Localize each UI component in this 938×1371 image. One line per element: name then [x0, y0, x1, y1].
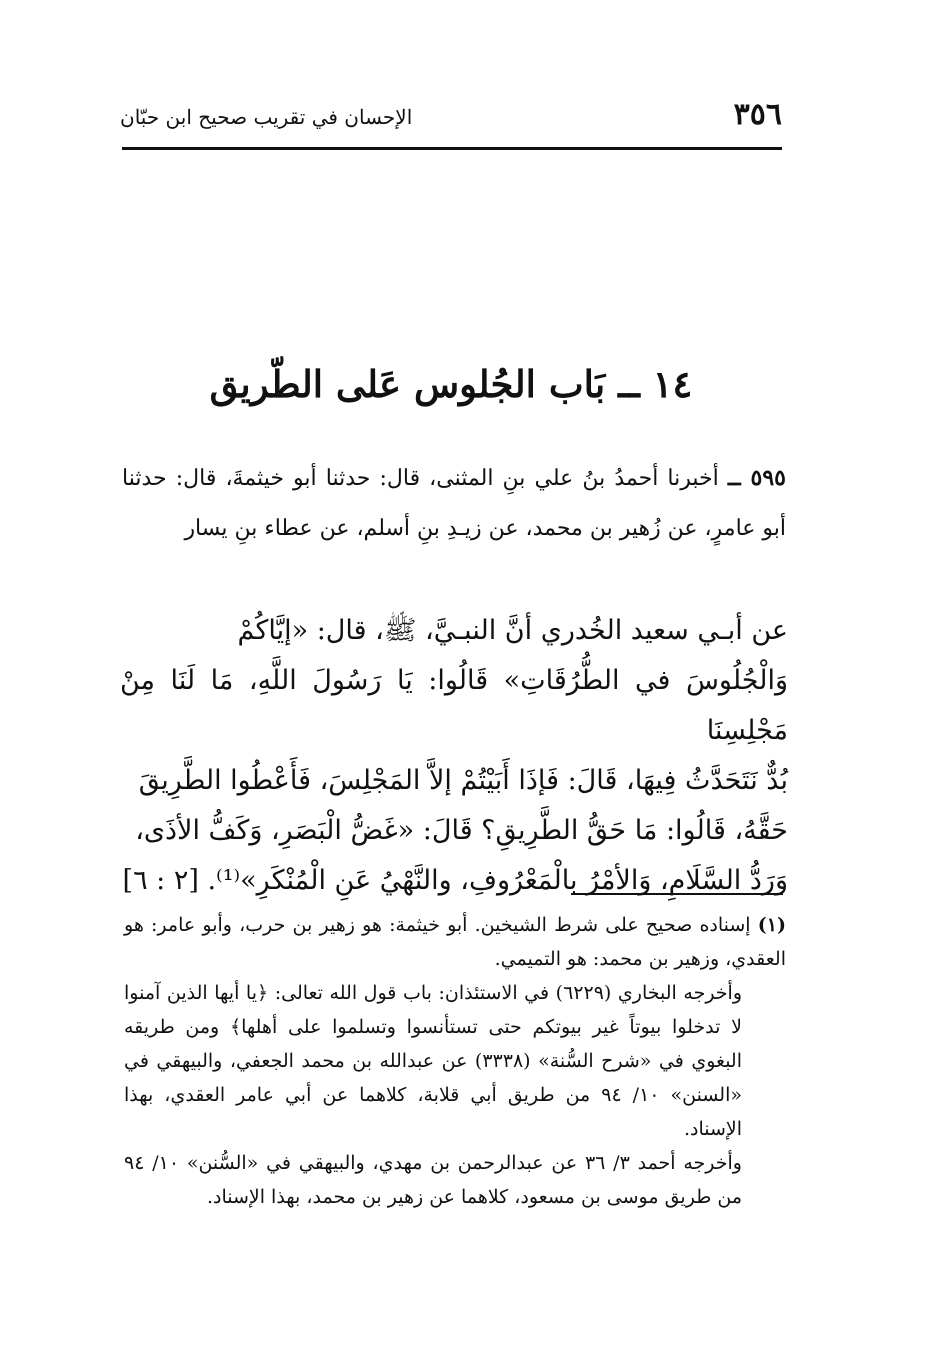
matn-line: وَرَدُّ السَّلَامِ، وَالأمْرُ بالْمَعْرُوفِ، والنَّهْيُ عَنِ الْمُنْكَرِ»⁽¹⁾. [٢ : ٦] [122, 865, 788, 896]
hadith-isnad [122, 453, 786, 554]
matn-line: وَالْجُلُوسَ في الطُّرُقَاتِ» قَالُوا: يَا رَسُولَ اللَّهِ، مَا لَنَا مِنْ مَجْلِسِنَا [120, 665, 788, 746]
footnote-ref: (١) [757, 914, 786, 936]
matn-line: بُدٌّ نَتَحَدَّثُ فِيهَا، قَالَ: فَإذَا أَبَيْتُمْ إلاَّ المَجْلِسَ، فَأَعْطُوا الطَّرِيقَ [138, 765, 788, 796]
running-title: الإحسان في تقريب صحيح ابن حبّان [120, 105, 413, 129]
matn-line: عن أبـي سعيد الخُدري أنَّ النبـيَّ، ﷺ، قال: «إيَّاكُمْ [237, 615, 788, 646]
header-rule [122, 147, 782, 150]
chapter-title: ١٤ ــ بَاب الجُلوس عَلى الطّريق [209, 362, 693, 406]
hadith-number: ٥٩٥ ــ [727, 465, 786, 491]
footnote-paragraph [124, 1146, 786, 1214]
matn-line: حَقَّهُ، قَالُوا: مَا حَقُّ الطَّرِيقِ؟ قَالَ: «غَضُّ الْبَصَرِ، وَكَفُّ الأذَى، [135, 815, 788, 846]
hadith-matn [120, 606, 788, 906]
isnad-text: أخبرنا أحمدُ بنُ علي بنِ المثنى، قال: حدثنا أبو خيثمةَ، قال: حدثنا أبو عامرٍ، عن زُهير بن محمد، عن زيـدِ بنِ أسلم، عن عطاء بنِ يسار [122, 466, 786, 541]
footnote-text: وأخرجه أحمد ٣/ ٣٦ عن عبدالرحمن بن مهدي، والبيهقي في «السُّنن» ١٠/ ٩٤ من طريق موسى بن مسعود، كلاهما عن زهير بن محمد، بهذا الإسناد. [124, 1152, 742, 1208]
footnote-separator [571, 893, 783, 895]
footnotes [124, 908, 786, 1214]
page-header [120, 95, 782, 145]
footnote-text: إسناده صحيح على شرط الشيخين. أبو خيثمة: هو زهير بن حرب، وأبو عامر: هو العقدي، وزهير بن محمد: هو التميمي. [124, 914, 786, 970]
footnote-paragraph [124, 976, 786, 1146]
page-number: ٣٥٦ [733, 97, 782, 132]
footnote-text: وأخرجه البخاري (٦٢٢٩) في الاستئذان: باب قول الله تعالى: ﴿يا أيها الذين آمنوا لا تدخلوا بيوتاً غير بيوتكم حتى تستأنسوا وتسلموا على أهلها﴾ ومن طريقه البغوي في «شرح السُّنة» (٣٣٣٨) عن عبدالله بن محمد الجعفي، والبيهقي في «السنن» ١٠/ ٩٤ من طريق أبي قلابة، كلاهما عن أبي عامر العقدي، بهذا الإسناد. [124, 982, 743, 1140]
footnote [124, 908, 786, 976]
